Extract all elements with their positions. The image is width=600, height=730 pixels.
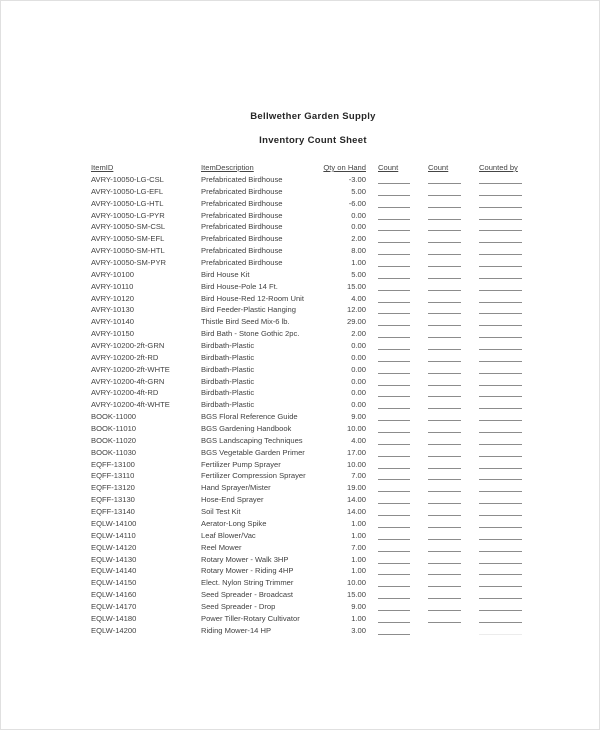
item-description-cell: Power Tiller-Rotary Cultivator (201, 613, 300, 623)
item-description-cell: Birdbath-Plastic (201, 388, 255, 398)
qty-on-hand-cell: 4.00 (351, 293, 366, 303)
item-id-cell: AVRY-10050-LG-PYR (91, 210, 165, 220)
item-description-cell: Prefabricated Birdhouse (201, 258, 283, 268)
table-row (91, 530, 531, 542)
counted-by-blank-line (479, 601, 522, 611)
table-row (91, 198, 531, 210)
count-1-blank-line (378, 494, 410, 504)
counted-by-blank-line (479, 411, 522, 421)
counted-by-blank-line (479, 447, 522, 457)
item-description-cell: Bird House-Red 12-Room Unit (201, 293, 304, 303)
table-row (91, 542, 531, 554)
count-1-blank-line (378, 482, 410, 492)
table-row (91, 186, 531, 198)
qty-on-hand-cell: 0.00 (351, 376, 366, 386)
item-id-cell: EQLW-14180 (91, 613, 137, 623)
count-1-blank-line (378, 293, 410, 303)
counted-by-blank-line (479, 542, 522, 552)
qty-on-hand-cell: 1.00 (351, 518, 366, 528)
item-id-cell: EQLW-14200 (91, 625, 137, 635)
count-1-blank-line (378, 257, 410, 267)
item-id-cell: AVRY-10050-LG-CSL (91, 175, 164, 184)
counted-by-blank-line (479, 257, 522, 267)
counted-by-blank-line (479, 423, 522, 433)
header-count-2: Count (428, 163, 449, 172)
table-row (91, 387, 531, 399)
count-2-blank-line (428, 482, 461, 492)
item-id-cell: EQLW-14150 (91, 578, 137, 588)
counted-by-blank-line (479, 316, 522, 326)
counted-by-blank-line (479, 233, 522, 243)
item-description-cell: Fertilizer Compression Sprayer (201, 471, 306, 481)
item-description-cell: Rotary Mower - Walk 3HP (201, 554, 289, 564)
count-1-blank-line (378, 506, 410, 516)
item-description-cell: Bird Bath - Stone Gothic 2pc. (201, 329, 300, 339)
table-row (91, 411, 531, 423)
qty-on-hand-cell: -6.00 (348, 198, 366, 208)
counted-by-blank-line (479, 565, 522, 575)
count-2-blank-line (428, 494, 461, 504)
qty-on-hand-cell: 14.00 (346, 507, 366, 517)
counted-by-blank-line (479, 518, 522, 528)
item-id-cell: BOOK-11020 (91, 435, 137, 445)
page-subtitle: Inventory Count Sheet (259, 135, 367, 146)
counted-by-blank-line (479, 435, 522, 445)
count-1-blank-line (378, 577, 410, 587)
inventory-table (91, 162, 531, 637)
qty-on-hand-cell: 3.00 (351, 625, 366, 635)
table-row (91, 399, 531, 411)
item-id-cell: EQLW-14140 (91, 566, 137, 576)
count-1-blank-line (378, 423, 410, 433)
item-id-cell: AVRY-10050-SM-HTL (91, 246, 165, 256)
qty-on-hand-cell: 2.00 (351, 234, 366, 244)
count-2-blank-line (428, 542, 461, 552)
count-1-blank-line (378, 625, 410, 635)
item-description-cell: Birdbath-Plastic (201, 364, 255, 374)
table-row (91, 506, 531, 518)
item-id-cell: AVRY-10200-2ft-WHTE (91, 364, 170, 374)
count-1-blank-line (378, 233, 410, 243)
table-row (91, 601, 531, 613)
qty-on-hand-cell: 0.00 (351, 364, 366, 374)
count-2-blank-line (428, 281, 461, 291)
count-1-blank-line (378, 565, 410, 575)
qty-on-hand-cell: 0.00 (351, 222, 366, 232)
count-1-blank-line (378, 387, 410, 397)
qty-on-hand-cell: 10.00 (346, 578, 366, 588)
table-row (91, 518, 531, 530)
item-description-cell: Birdbath-Plastic (201, 400, 255, 410)
count-2-blank-line (428, 221, 461, 231)
qty-on-hand-cell: 12.00 (346, 305, 366, 315)
item-id-cell: EQLW-14110 (91, 530, 136, 540)
count-1-blank-line (378, 221, 410, 231)
item-description-cell: Prefabricated Birdhouse (201, 186, 283, 196)
table-row (91, 459, 531, 471)
item-id-cell: BOOK-11000 (91, 412, 137, 422)
count-2-blank-line (428, 530, 461, 540)
qty-on-hand-cell: 5.00 (351, 269, 366, 279)
count-1-blank-line (378, 174, 410, 184)
item-id-cell: AVRY-10120 (91, 293, 134, 303)
table-row (91, 364, 531, 376)
counted-by-blank-line (479, 352, 522, 362)
table-row (91, 565, 531, 577)
count-1-blank-line (378, 269, 410, 279)
count-1-blank-line (378, 399, 410, 409)
page-title: Bellwether Garden Supply (250, 111, 376, 122)
item-id-cell: AVRY-10050-SM-EFL (91, 234, 165, 244)
counted-by-blank-line (479, 269, 522, 279)
qty-on-hand-cell: 2.00 (351, 329, 366, 339)
count-2-blank-line (428, 399, 461, 409)
item-id-cell: EQFF-13110 (91, 471, 135, 481)
count-1-blank-line (378, 589, 410, 599)
qty-on-hand-cell: 7.00 (351, 542, 366, 552)
count-1-blank-line (378, 459, 410, 469)
counted-by-blank-line (479, 328, 522, 338)
table-row (91, 269, 531, 281)
item-id-cell: AVRY-10050-SM-CSL (91, 222, 166, 232)
counted-by-blank-line (479, 506, 522, 516)
counted-by-blank-line (479, 245, 522, 255)
item-description-cell: Birdbath-Plastic (201, 376, 255, 386)
table-row (91, 210, 531, 222)
table-row (91, 328, 531, 340)
table-row (91, 174, 531, 186)
count-1-blank-line (378, 245, 410, 255)
qty-on-hand-cell: 7.00 (351, 471, 366, 481)
qty-on-hand-cell: 1.00 (351, 554, 366, 564)
table-row (91, 613, 531, 625)
item-id-cell: EQLW-14170 (91, 601, 137, 611)
item-description-cell: Seed Spreader - Drop (201, 601, 276, 611)
table-row (91, 376, 531, 388)
item-description-cell: Prefabricated Birdhouse (201, 246, 283, 256)
count-2-blank-line (428, 328, 461, 338)
count-1-blank-line (378, 411, 410, 421)
item-description-cell: Prefabricated Birdhouse (201, 175, 283, 184)
count-2-blank-line (428, 352, 461, 362)
qty-on-hand-cell: 14.00 (346, 495, 366, 505)
item-description-cell: Soil Test Kit (201, 507, 241, 517)
count-1-blank-line (378, 447, 410, 457)
table-row (91, 625, 531, 637)
counted-by-blank-line (479, 340, 522, 350)
count-2-blank-line (428, 364, 461, 374)
count-2-blank-line (428, 186, 461, 196)
item-id-cell: AVRY-10050-SM-PYR (91, 258, 166, 268)
count-1-blank-line (378, 352, 410, 362)
count-2-blank-line (428, 245, 461, 255)
item-id-cell: BOOK-11010 (91, 424, 137, 434)
item-description-cell: Prefabricated Birdhouse (201, 198, 283, 208)
qty-on-hand-cell: 5.00 (351, 186, 366, 196)
counted-by-blank-line (479, 376, 522, 386)
counted-by-blank-line (479, 494, 522, 504)
qty-on-hand-cell: 10.00 (346, 459, 366, 469)
table-row (91, 245, 531, 257)
count-1-blank-line (378, 601, 410, 611)
table-row (91, 257, 531, 269)
table-row (91, 423, 531, 435)
counted-by-blank-line (479, 577, 522, 587)
counted-by-blank-line (479, 613, 522, 623)
count-2-blank-line (428, 316, 461, 326)
qty-on-hand-cell: 10.00 (346, 424, 366, 434)
count-1-blank-line (378, 186, 410, 196)
item-id-cell: EQFF-13130 (91, 495, 135, 505)
item-description-cell: Prefabricated Birdhouse (201, 222, 283, 232)
count-2-blank-line (428, 257, 461, 267)
item-id-cell: BOOK-11030 (91, 447, 137, 457)
table-row (91, 494, 531, 506)
count-2-blank-line (428, 411, 461, 421)
item-id-cell: AVRY-10200-4ft-RD (91, 388, 159, 398)
item-description-cell: Aerator-Long Spike (201, 518, 267, 528)
qty-on-hand-cell: 0.00 (351, 388, 366, 398)
counted-by-blank-line (479, 387, 522, 397)
item-id-cell: EQLW-14130 (91, 554, 137, 564)
counted-by-blank-line (479, 210, 522, 220)
counted-by-blank-line (479, 174, 522, 184)
item-description-cell: Prefabricated Birdhouse (201, 234, 283, 244)
table-row (91, 482, 531, 494)
count-1-cell (378, 625, 428, 639)
table-row (91, 304, 531, 316)
count-1-blank-line (378, 316, 410, 326)
count-1-blank-line (378, 210, 410, 220)
qty-on-hand-cell: 17.00 (346, 447, 366, 457)
counted-by-blank-line (479, 470, 522, 480)
counted-by-blank-line (479, 482, 522, 492)
item-description-cell: Bird House Kit (201, 269, 250, 279)
qty-on-hand-cell: 19.00 (346, 483, 366, 493)
count-2-blank-line (428, 506, 461, 516)
counted-by-blank-line (479, 293, 522, 303)
count-2-blank-line (428, 565, 461, 575)
count-1-blank-line (378, 304, 410, 314)
count-2-blank-line (428, 577, 461, 587)
qty-on-hand-cell: 0.00 (351, 352, 366, 362)
qty-on-hand-cell: 8.00 (351, 246, 366, 256)
item-id-cell: AVRY-10050-LG-EFL (91, 186, 164, 196)
qty-on-hand-cell: 1.00 (351, 530, 366, 540)
counted-by-blank-line (479, 625, 522, 635)
counted-by-cell (479, 625, 523, 639)
item-id-cell: AVRY-10150 (91, 329, 134, 339)
count-1-blank-line (378, 542, 410, 552)
table-header-row (91, 162, 531, 174)
table-row (91, 293, 531, 305)
counted-by-blank-line (479, 589, 522, 599)
item-id-cell: AVRY-10130 (91, 305, 134, 315)
count-1-blank-line (378, 435, 410, 445)
counted-by-blank-line (479, 364, 522, 374)
count-2-blank-line (428, 174, 461, 184)
item-description-cell: Reel Mower (201, 542, 242, 552)
count-2-blank-line (428, 387, 461, 397)
table-row (91, 447, 531, 459)
item-description-cell: Birdbath-Plastic (201, 341, 255, 351)
item-description-cell: BGS Gardening Handbook (201, 424, 292, 434)
item-id-cell: AVRY-10200-2ft-RD (91, 352, 159, 362)
header-counted-by: Counted by (479, 163, 518, 172)
count-1-blank-line (378, 281, 410, 291)
item-id-cell: EQLW-14100 (91, 518, 137, 528)
qty-on-hand-cell: 1.00 (351, 613, 366, 623)
count-2-blank-line (428, 518, 461, 528)
item-id-cell: AVRY-10200-2ft-GRN (91, 341, 165, 351)
table-row (91, 316, 531, 328)
table-row (91, 470, 531, 482)
count-1-blank-line (378, 554, 410, 564)
table-row (91, 435, 531, 447)
count-2-blank-line (428, 613, 461, 623)
item-description-cell: Elect. Nylon String Trimmer (201, 578, 294, 588)
item-description-cell: Fertilizer Pump Sprayer (201, 459, 281, 469)
item-description-cell: Thistle Bird Seed Mix-6 lb. (201, 317, 290, 327)
qty-on-hand-cell: 4.00 (351, 435, 366, 445)
table-row (91, 233, 531, 245)
item-description-cell: BGS Vegetable Garden Primer (201, 447, 305, 457)
item-description-cell: Rotary Mower - Riding 4HP (201, 566, 294, 576)
qty-on-hand-cell: 0.00 (351, 210, 366, 220)
counted-by-blank-line (479, 186, 522, 196)
item-description-cell: Seed Spreader - Broadcast (201, 590, 294, 600)
qty-on-hand-cell: 0.00 (351, 400, 366, 410)
table-rows (91, 174, 531, 637)
item-description-cell: Hose-End Sprayer (201, 495, 264, 505)
item-description-cell: Bird Feeder-Plastic Hanging (201, 305, 296, 315)
item-description-cell: Prefabricated Birdhouse (201, 210, 283, 220)
header-item-description: ItemDescription (201, 163, 254, 172)
item-id-cell: EQLW-14160 (91, 590, 137, 600)
count-1-blank-line (378, 376, 410, 386)
count-2-blank-line (428, 304, 461, 314)
qty-on-hand-cell: 29.00 (346, 317, 366, 327)
qty-on-hand-cell: 1.00 (351, 566, 366, 576)
counted-by-blank-line (479, 399, 522, 409)
item-description-cell: Birdbath-Plastic (201, 352, 255, 362)
qty-on-hand-cell: 9.00 (351, 412, 366, 422)
count-1-blank-line (378, 518, 410, 528)
count-1-blank-line (378, 198, 410, 208)
item-description-cell: Riding Mower-14 HP (201, 625, 272, 635)
item-id-cell: EQFF-13140 (91, 507, 135, 517)
count-1-blank-line (378, 613, 410, 623)
count-2-blank-line (428, 210, 461, 220)
counted-by-blank-line (479, 459, 522, 469)
item-id-cell: AVRY-10200-4ft-GRN (91, 376, 165, 386)
qty-on-hand-cell: -3.00 (348, 175, 366, 184)
table-row (91, 340, 531, 352)
item-id-cell: EQLW-14120 (91, 542, 137, 552)
count-2-blank-line (428, 601, 461, 611)
table-row (91, 221, 531, 233)
qty-on-hand-cell: 15.00 (346, 590, 366, 600)
count-2-blank-line (428, 376, 461, 386)
count-2-blank-line (428, 554, 461, 564)
table-row (91, 577, 531, 589)
count-2-blank-line (428, 233, 461, 243)
count-2-blank-line (428, 340, 461, 350)
qty-on-hand-cell: 15.00 (346, 281, 366, 291)
count-2-cell (428, 625, 479, 639)
table-row (91, 554, 531, 566)
count-2-blank-line (428, 435, 461, 445)
counted-by-blank-line (479, 304, 522, 314)
item-id-cell: EQFF-13120 (91, 483, 135, 493)
count-2-blank-line (428, 459, 461, 469)
count-2-blank-line (428, 447, 461, 457)
item-description-cell: BGS Landscaping Techniques (201, 435, 303, 445)
counted-by-blank-line (479, 554, 522, 564)
counted-by-blank-line (479, 281, 522, 291)
counted-by-blank-line (479, 221, 522, 231)
qty-on-hand-cell: 0.00 (351, 341, 366, 351)
item-id-cell: AVRY-10100 (91, 269, 134, 279)
header-item-id: ItemID (91, 163, 114, 172)
count-2-blank-line (428, 589, 461, 599)
count-2-blank-line (428, 198, 461, 208)
header-qty-on-hand: Qty on Hand (323, 163, 366, 172)
counted-by-blank-line (479, 198, 522, 208)
item-description-cell: Bird House-Pole 14 Ft. (201, 281, 278, 291)
item-description-cell: Leaf Blower/Vac (201, 530, 256, 540)
count-1-blank-line (378, 470, 410, 480)
item-id-cell: EQFF-13100 (91, 459, 135, 469)
item-id-cell: AVRY-10050-LG-HTL (91, 198, 164, 208)
item-id-cell: AVRY-10200-4ft-WHTE (91, 400, 170, 410)
count-1-blank-line (378, 340, 410, 350)
table-row (91, 589, 531, 601)
item-description-cell: BGS Floral Reference Guide (201, 412, 298, 422)
header-count-1: Count (378, 163, 399, 172)
item-description-cell: Hand Sprayer/Mister (201, 483, 271, 493)
count-2-blank-line (428, 293, 461, 303)
count-2-blank-line (428, 269, 461, 279)
qty-on-hand-cell: 1.00 (351, 258, 366, 268)
table-row (91, 352, 531, 364)
count-2-blank-line (428, 470, 461, 480)
item-id-cell: AVRY-10110 (91, 281, 134, 291)
item-id-cell: AVRY-10140 (91, 317, 134, 327)
count-1-blank-line (378, 328, 410, 338)
count-1-blank-line (378, 530, 410, 540)
counted-by-blank-line (479, 530, 522, 540)
count-2-blank-line (428, 423, 461, 433)
qty-on-hand-cell: 9.00 (351, 601, 366, 611)
table-row (91, 281, 531, 293)
count-1-blank-line (378, 364, 410, 374)
